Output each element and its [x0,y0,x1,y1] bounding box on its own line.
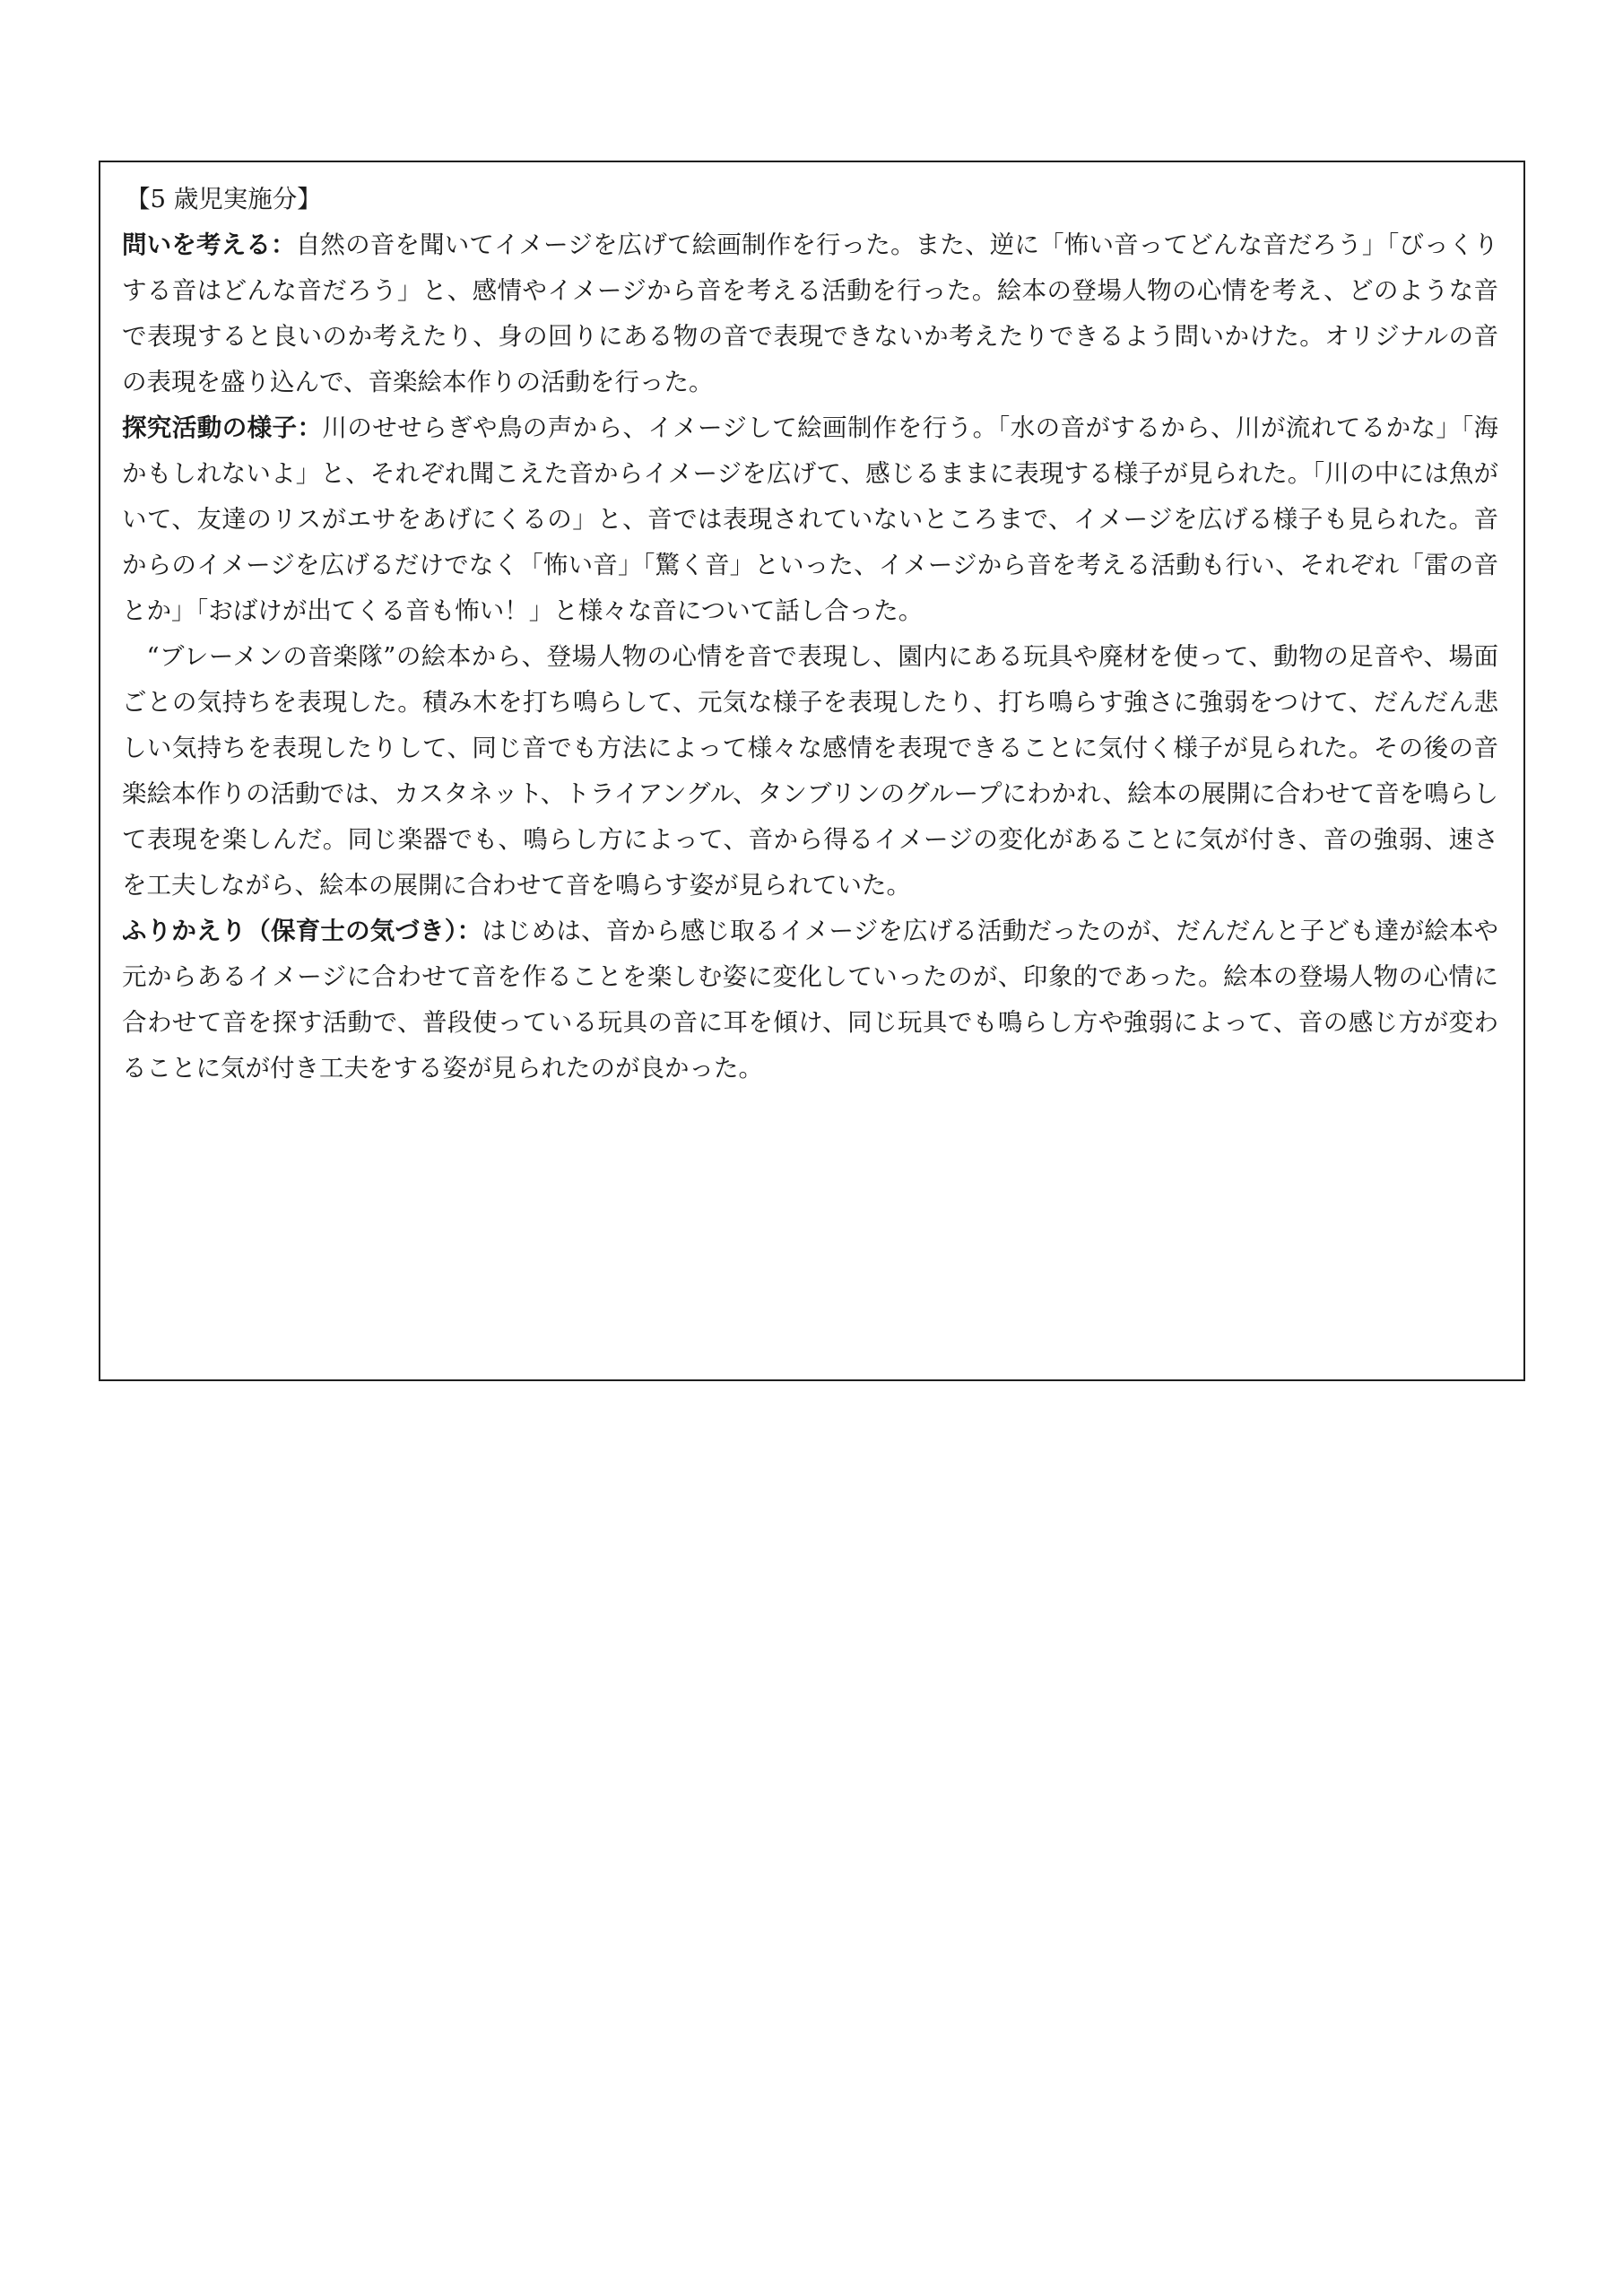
report-frame [99,161,1525,1381]
section-activity-paragraph-2: “ブレーメンの音楽隊”の絵本から、登場人物の心情を音で表現し、園内にある玩具や廃材を使って、動物の足音や、場面ごとの気持ちを表現した。積み木を打ち鳴らして、元気な様子を表現したり、打ち鳴らす強さに強弱をつけて、だんだん悲しい気持ちを表現したりして、同じ音でも方法によって様々な感情を表現できることに気付く様子が見られた。その後の音楽絵本作りの活動では、カスタネット、トライアングル、タンブリンのグループにわかれ、絵本の展開に合わせて音を鳴らして表現を楽しんだ。同じ楽器でも、鳴らし方によって、音から得るイメージの変化があることに気が付き、音の強弱、速さを工夫しながら、絵本の展開に合わせて音を鳴らす姿が見られていた。 [122,642,1498,900]
section-reflection [122,909,1498,1091]
section-activity-label: 探究活動の様子： [122,413,323,442]
section-activity-body: 川のせせらぎや鳥の声から、イメージして絵画制作を行う。「水の音がするから、川が流れてるかな」「海かもしれないよ」と、それぞれ聞こえた音からイメージを広げて、感じるままに表現する様子が見られた。「川の中には魚がいて、友達のリスがエサをあげにくるの」と、音では表現されていないところまで、イメージを広げる様子も見られた。音からのイメージを広げるだけでなく「怖い音」「驚く音」といった、イメージから音を考える活動も行い、それぞれ「雷の音とか」「おばけが出てくる音も怖い！」と様々な音について話し合った。 [122,413,1499,625]
section-questions [122,222,1498,405]
section-activity [122,405,1498,634]
section-questions-label: 問いを考える： [122,230,296,259]
report-text [122,177,1498,1091]
report-heading: 【5 歳児実施分】 [126,185,322,213]
section-reflection-body: はじめは、音から感じ取るイメージを広げる活動だったのが、だんだんと子ども達が絵本や元からあるイメージに合わせて音を作ることを楽しむ姿に変化していったのが、印象的であった。絵本の登場人物の心情に合わせて音を探す活動で、普段使っている玩具の音に耳を傾け、同じ玩具でも鳴らし方や強弱によって、音の感じ方が変わることに気が付き工夫をする姿が見られたのが良かった。 [122,917,1499,1083]
section-reflection-label: ふりかえり（保育士の気づき）： [122,917,482,945]
section-questions-body: 自然の音を聞いてイメージを広げて絵画制作を行った。また、逆に「怖い音ってどんな音だろう」「びっくりする音はどんな音だろう」と、感情やイメージから音を考える活動を行った。絵本の登場人物の心情を考え、どのような音で表現すると良いのか考えたり、身の回りにある物の音で表現できないか考えたりできるよう問いかけた。オリジナルの音の表現を盛り込んで、音楽絵本作りの活動を行った。 [122,230,1498,396]
